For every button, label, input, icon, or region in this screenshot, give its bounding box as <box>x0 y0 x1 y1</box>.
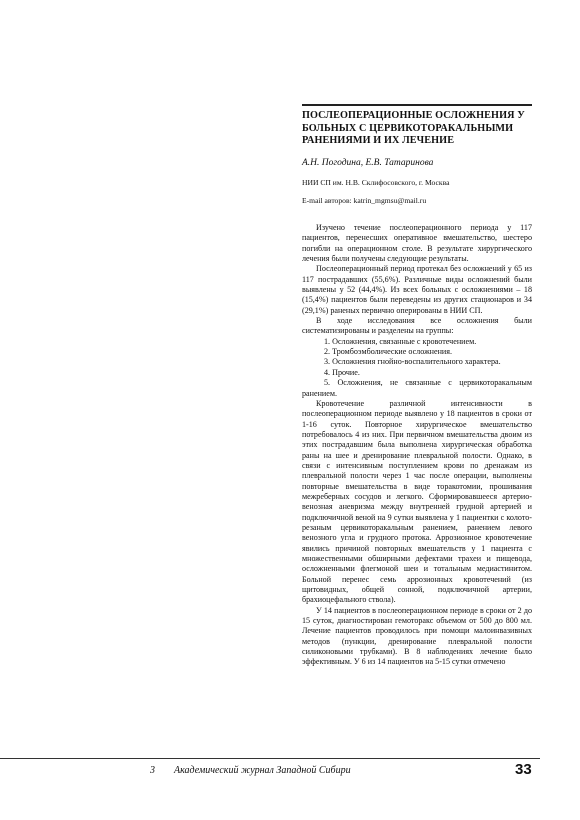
paragraph: У 14 пациентов в послеоперационном периоде в сроки от 2 до 15 суток, диагностирован гемоторакс объемом от 500 до 800 мл. Лечение пациентов проводилось при помощи малоинвазивных методов (пункции, дренирование плевральной полости силиконовыми трубками). В 8 наблюдениях лечение было эффективным. У 6 из 14 пациентов на 5-15 сутки отмечено <box>302 605 532 667</box>
list-item: 4. Прочие. <box>324 367 360 377</box>
page-number: 33 <box>515 761 532 778</box>
article-title: ПОСЛЕОПЕРАЦИОННЫЕ ОСЛОЖНЕНИЯ У БОЛЬНЫХ С ЦЕРВИКОТОРАКАЛЬНЫМИ РАНЕНИЯМИ И ИХ ЛЕЧЕНИЕ <box>302 110 525 146</box>
list-item: 1. Осложнения, связанные с кровотечением. <box>324 336 477 346</box>
paragraph: Кровотечение различной интенсивности в послеоперационном периоде выявлено у 18 пациентов в сроки от 1-16 суток. Повторное хирургическое вмешательство потребовалось 4 из них. При первичном вмешательства двоим из этих пострадавшим была выполнена хирургическая обработка раны на шее и дренирование плевральной полости. Однако, в связи с интенсивным поступлением крови по дренажам из плевральной полости через 1 час после операции, выполнены повторные вмешательства в виде торакотомии, прошивания межреберных сосудов и легкого. Сформировавшееся артерио-венозная аневризма между внутренней грудной артерией и подключичной веной на 9 сутки выявлена у 1 пациентки с колото-резаным цервикоторакальным ранением, ранением левого венозного угла и грудного протока. Аррозионное кровотечение явились причиной повторных вмешательств у 1 пациента с множественными обширными дефектами трахеи и пищевода, осложненными флегмоной шеи и тотальным медиастинитом. Больной перенес семь аррозионных кровотечений (из щитовидных, общей сонной, подключичной артерии, брахиоцефального ствола). <box>302 398 532 605</box>
issue-number: 3 <box>150 765 155 776</box>
article-email: E-mail авторов: katrin_mgmsu@mail.ru <box>302 196 427 205</box>
list-item: 3. Осложнения гнойно-воспалительного характера. <box>324 357 501 367</box>
paragraph: Изучено течение послеоперационного периода у 117 пациентов, перенесших оперативное вмешательство, шестеро погибли на операционном столе. В результате хирургического лечения были получены следующие результаты. <box>302 223 532 264</box>
paragraph: Послеоперационный период протекал без осложнений у 65 из 117 пострадавших (55,6%). Различные виды осложнений были выявлены у 52 (44,4%). Из всех больных с осложнениями – 18 (15,4%) пациентов были переведены из других стационаров и 34 (29,1%) раненых первично оперированы в НИИ СП. <box>302 264 532 315</box>
paragraph: В ходе исследования все осложнения были систематизированы и разделены на группы: <box>302 316 532 336</box>
list-item: 5. Осложнения, не связанные с цервикоторакальным ранением. <box>302 378 532 398</box>
journal-name: Академический журнал Западной Сибири <box>174 765 351 776</box>
footer-rule <box>0 758 540 759</box>
article-body <box>302 223 532 668</box>
article-authors: А.Н. Погодина, Е.В. Татаринова <box>302 158 434 168</box>
list-item: 2. Тромбоэмболические осложнения. <box>324 347 452 357</box>
title-top-rule <box>302 104 532 106</box>
article-institution: НИИ СП им. Н.В. Склифосовского, г. Москва <box>302 178 450 187</box>
